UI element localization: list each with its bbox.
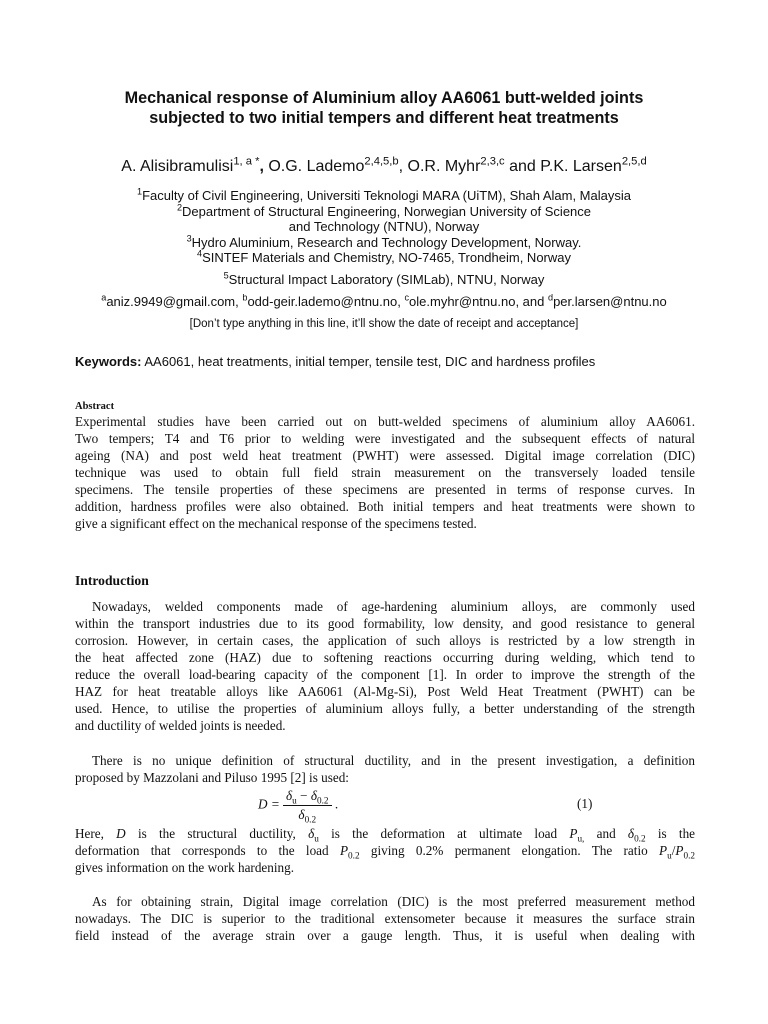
- receipt-note: [Don’t type anything in this line, it’ll show the date of receipt and acceptance]: [189, 318, 579, 330]
- intro-line: As for obtaining strain, Digital image correlation (DIC) is the most preferred measurement method: [92, 894, 695, 909]
- author-3: O.R. Myhr: [407, 158, 481, 175]
- keywords-label: Keywords:: [75, 354, 142, 369]
- affiliation-1-number: 1: [137, 186, 143, 197]
- abstract-line: technique was used to obtain full field strain measurement on the transversely loaded tensile: [75, 465, 695, 480]
- equation-fraction: [283, 788, 331, 823]
- intro-line: nowadays. The DIC is superior to the traditional extensometer because it measures the surface strain: [75, 911, 695, 926]
- affiliation-1: [40, 188, 728, 204]
- author-4-affil: 2,5,d: [621, 155, 647, 168]
- affiliation-5: [40, 272, 728, 288]
- equation-number: (1): [577, 796, 593, 811]
- equation-numerator: $\delta_u - \delta_{0.2}$: [283, 788, 331, 806]
- affiliation-5-number: 5: [223, 270, 229, 281]
- intro-paragraph-3: [75, 825, 695, 876]
- intro-line: There is no unique definition of structural ductility, and in the present investigation, a definition: [92, 753, 695, 768]
- abstract-line: addition, hardness profiles were also obtained. Both initial tempers and heat treatments were shown to: [75, 499, 695, 514]
- affiliation-4-text: SINTEF Materials and Chemistry, NO-7465, Trondheim, Norway: [202, 250, 571, 265]
- affiliation-3: [40, 235, 728, 251]
- abstract-line: give a significant effect on the mechanical response of the specimens tested.: [75, 516, 477, 531]
- abstract-heading: Abstract: [75, 401, 115, 412]
- author-3-affil: 2,3,c: [480, 155, 505, 168]
- email-d[interactable]: per.larsen@ntnu.no: [553, 294, 667, 309]
- intro-paragraph-4: [75, 893, 695, 944]
- intro-line: and ductility of welded joints is needed.: [75, 718, 286, 733]
- abstract-line: Two tempers; T4 and T6 prior to welding were investigated and the subsequent effects of natural: [75, 431, 695, 446]
- intro-line: field instead of the average strain over a gauge length. Thus, it is useful when dealing with: [75, 928, 695, 943]
- affiliation-4: [40, 250, 728, 266]
- affiliation-4-number: 4: [197, 248, 203, 259]
- author-2-affil: 2,4,5,b: [364, 155, 399, 168]
- equation-denominator: $\delta_{0.2}$: [298, 807, 317, 825]
- keywords: [75, 354, 595, 369]
- intro-paragraph-1: [75, 598, 695, 734]
- ductility-equation: [258, 788, 338, 823]
- abstract-line: Experimental studies have been carried out on butt-welded specimens of aluminium alloy AA6061.: [75, 414, 695, 429]
- author-list: A. Alisibramulisi$^{1, a *}$, O.G. Lademo$^{2,4,5,b}$, O.R. Myhr$^{2,3,c}$ and P.K. Larsen$^{2,5,d}$: [121, 155, 647, 175]
- affiliation-2: [40, 204, 728, 220]
- affiliation-3-number: 3: [186, 233, 192, 244]
- intro-line: used. Hence, to utilise the properties of aluminium alloys fully, a better understanding of the strength: [75, 701, 695, 716]
- intro-line: Here, D is the structural ductility, $\delta_u$ is the deformation at ultimate load $P_{u,}$ and $\delta_{0.2}$ is the: [75, 826, 696, 844]
- intro-line: deformation that corresponds to the load $P_{0.2}$ giving 0.2% permanent elongation. The ratio $P_u/P_{0.2}$: [75, 843, 696, 861]
- title-line-2: subjected to two initial tempers and different heat treatments: [149, 109, 619, 127]
- email-c[interactable]: ole.myhr@ntnu.no, and: [409, 294, 545, 309]
- paper-title: [60, 88, 708, 128]
- intro-line: within the transport industries due to its good formability, low density, and good resistance to general: [75, 616, 695, 631]
- affiliation-1-text: Faculty of Civil Engineering, Universiti Teknologi MARA (UiTM), Shah Alam, Malaysia: [142, 188, 631, 203]
- intro-line: proposed by Mazzolani and Piluso 1995 [2] is used:: [75, 770, 349, 785]
- intro-paragraph-2: [75, 752, 695, 786]
- intro-line: Nowadays, welded components made of age-hardening aluminium alloys, are commonly used: [92, 599, 695, 614]
- abstract-body: [75, 413, 695, 532]
- intro-line: gives information on the work hardening.: [75, 860, 295, 875]
- intro-line: reduce the overall load-bearing capacity of the component [1]. In order to improve the strength of the: [75, 667, 695, 682]
- author-2: O.G. Lademo: [268, 158, 365, 175]
- affiliation-2-text: Department of Structural Engineering, Norwegian University of Science: [182, 204, 592, 219]
- abstract-line: specimens. The tensile properties of these specimens are presented in terms of response curves. In: [75, 482, 695, 497]
- abstract-line: ageing (NA) and post weld heat treatment (PWHT) were assessed. Digital image correlation (DIC): [75, 448, 695, 463]
- affiliation-5-text: Structural Impact Laboratory (SIMLab), NTNU, Norway: [228, 272, 545, 287]
- affiliation-3-text: Hydro Aluminium, Research and Technology Development, Norway.: [191, 235, 582, 250]
- title-line-1: Mechanical response of Aluminium alloy AA6061 butt-welded joints: [124, 89, 644, 107]
- affiliation-2-continued: and Technology (NTNU), Norway: [288, 219, 480, 234]
- email-b[interactable]: odd-geir.lademo@ntnu.no,: [247, 294, 401, 309]
- author-1-affil: 1, a *: [233, 155, 260, 168]
- author-and: and: [509, 158, 536, 175]
- introduction-heading: Introduction: [75, 573, 149, 588]
- keywords-text: AA6061, heat treatments, initial temper, tensile test, DIC and hardness profiles: [144, 354, 596, 369]
- intro-line: the heat affected zone (HAZ) due to softening reactions occurring during welding, which tend to: [75, 650, 695, 665]
- affiliation-2-number: 2: [176, 202, 183, 213]
- author-1: A. Alisibramulisi: [121, 158, 234, 175]
- equation-lhs: D =: [258, 796, 280, 812]
- author-4: P.K. Larsen: [540, 158, 622, 175]
- equation-period: .: [334, 796, 339, 812]
- email-a[interactable]: aniz.9949@gmail.com,: [106, 294, 239, 309]
- intro-line: HAZ for heat treatable alloys like AA6061 (Al-Mg-Si), Post Weld Heat Treatment (PWHT) can be: [75, 684, 695, 699]
- author-emails: $^a$aniz.9949@gmail.com, $^b$odd-geir.lademo@ntnu.no, $^c$ole.myhr@ntnu.no, and $^d$per.larsen@ntnu.no: [101, 292, 667, 309]
- intro-line: corrosion. However, in certain cases, the application of such alloys is restricted by a low strength in: [75, 633, 695, 648]
